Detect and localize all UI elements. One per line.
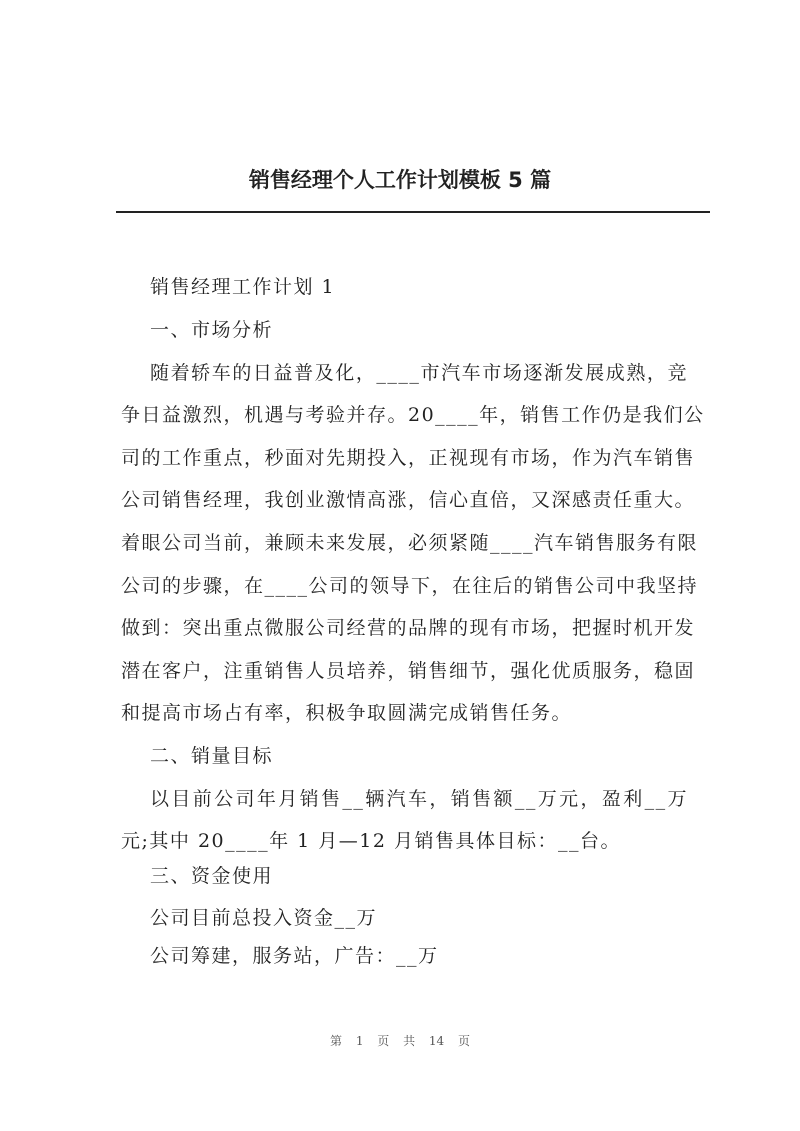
paragraph-line: 公司销售经理，我创业激情高涨，信心直倍，又深感责任重大。	[121, 489, 696, 511]
paragraph-line: 以目前公司年月销售__辆汽车，销售额__万元，盈利__万	[150, 788, 688, 810]
section-heading: 二、销量目标	[150, 745, 274, 767]
paragraph-line: 和提高市场占有率，积极争取圆满完成销售任务。	[121, 702, 573, 724]
plan-heading: 销售经理工作计划 1	[150, 276, 336, 298]
paragraph-line: 公司筹建，服务站，广告：__万	[150, 945, 439, 967]
title-divider	[116, 211, 710, 213]
section-heading: 一、市场分析	[150, 319, 274, 341]
paragraph-line: 做到：突出重点微服公司经营的品牌的现有市场，把握时机开发	[121, 617, 696, 639]
paragraph-line: 司的工作重点，秒面对先期投入，正视现有市场，作为汽车销售	[121, 447, 696, 469]
section-heading: 三、资金使用	[150, 865, 274, 887]
document-title: 销售经理个人工作计划模板 5 篇	[248, 168, 552, 192]
paragraph-line: 着眼公司当前，兼顾未来发展，必须紧随____汽车销售服务有限	[121, 532, 699, 554]
paragraph-line: 公司目前总投入资金__万	[150, 907, 378, 929]
paragraph-line: 随着轿车的日益普及化，____市汽车市场逐渐发展成熟，竞	[150, 362, 688, 384]
paragraph-line: 公司的步骤，在____公司的领导下，在往后的销售公司中我坚持	[121, 575, 699, 597]
paragraph-line: 潜在客户，注重销售人员培养，销售细节，强化优质服务，稳固	[121, 660, 696, 682]
page-number: 第 1 页 共 14 页	[330, 1034, 470, 1048]
paragraph-line: 争日益激烈，机遇与考验并存。20____年，销售工作仍是我们公	[121, 404, 705, 426]
paragraph-line: 元;其中 20____年 1 月—12 月销售具体目标：__台。	[121, 830, 622, 852]
